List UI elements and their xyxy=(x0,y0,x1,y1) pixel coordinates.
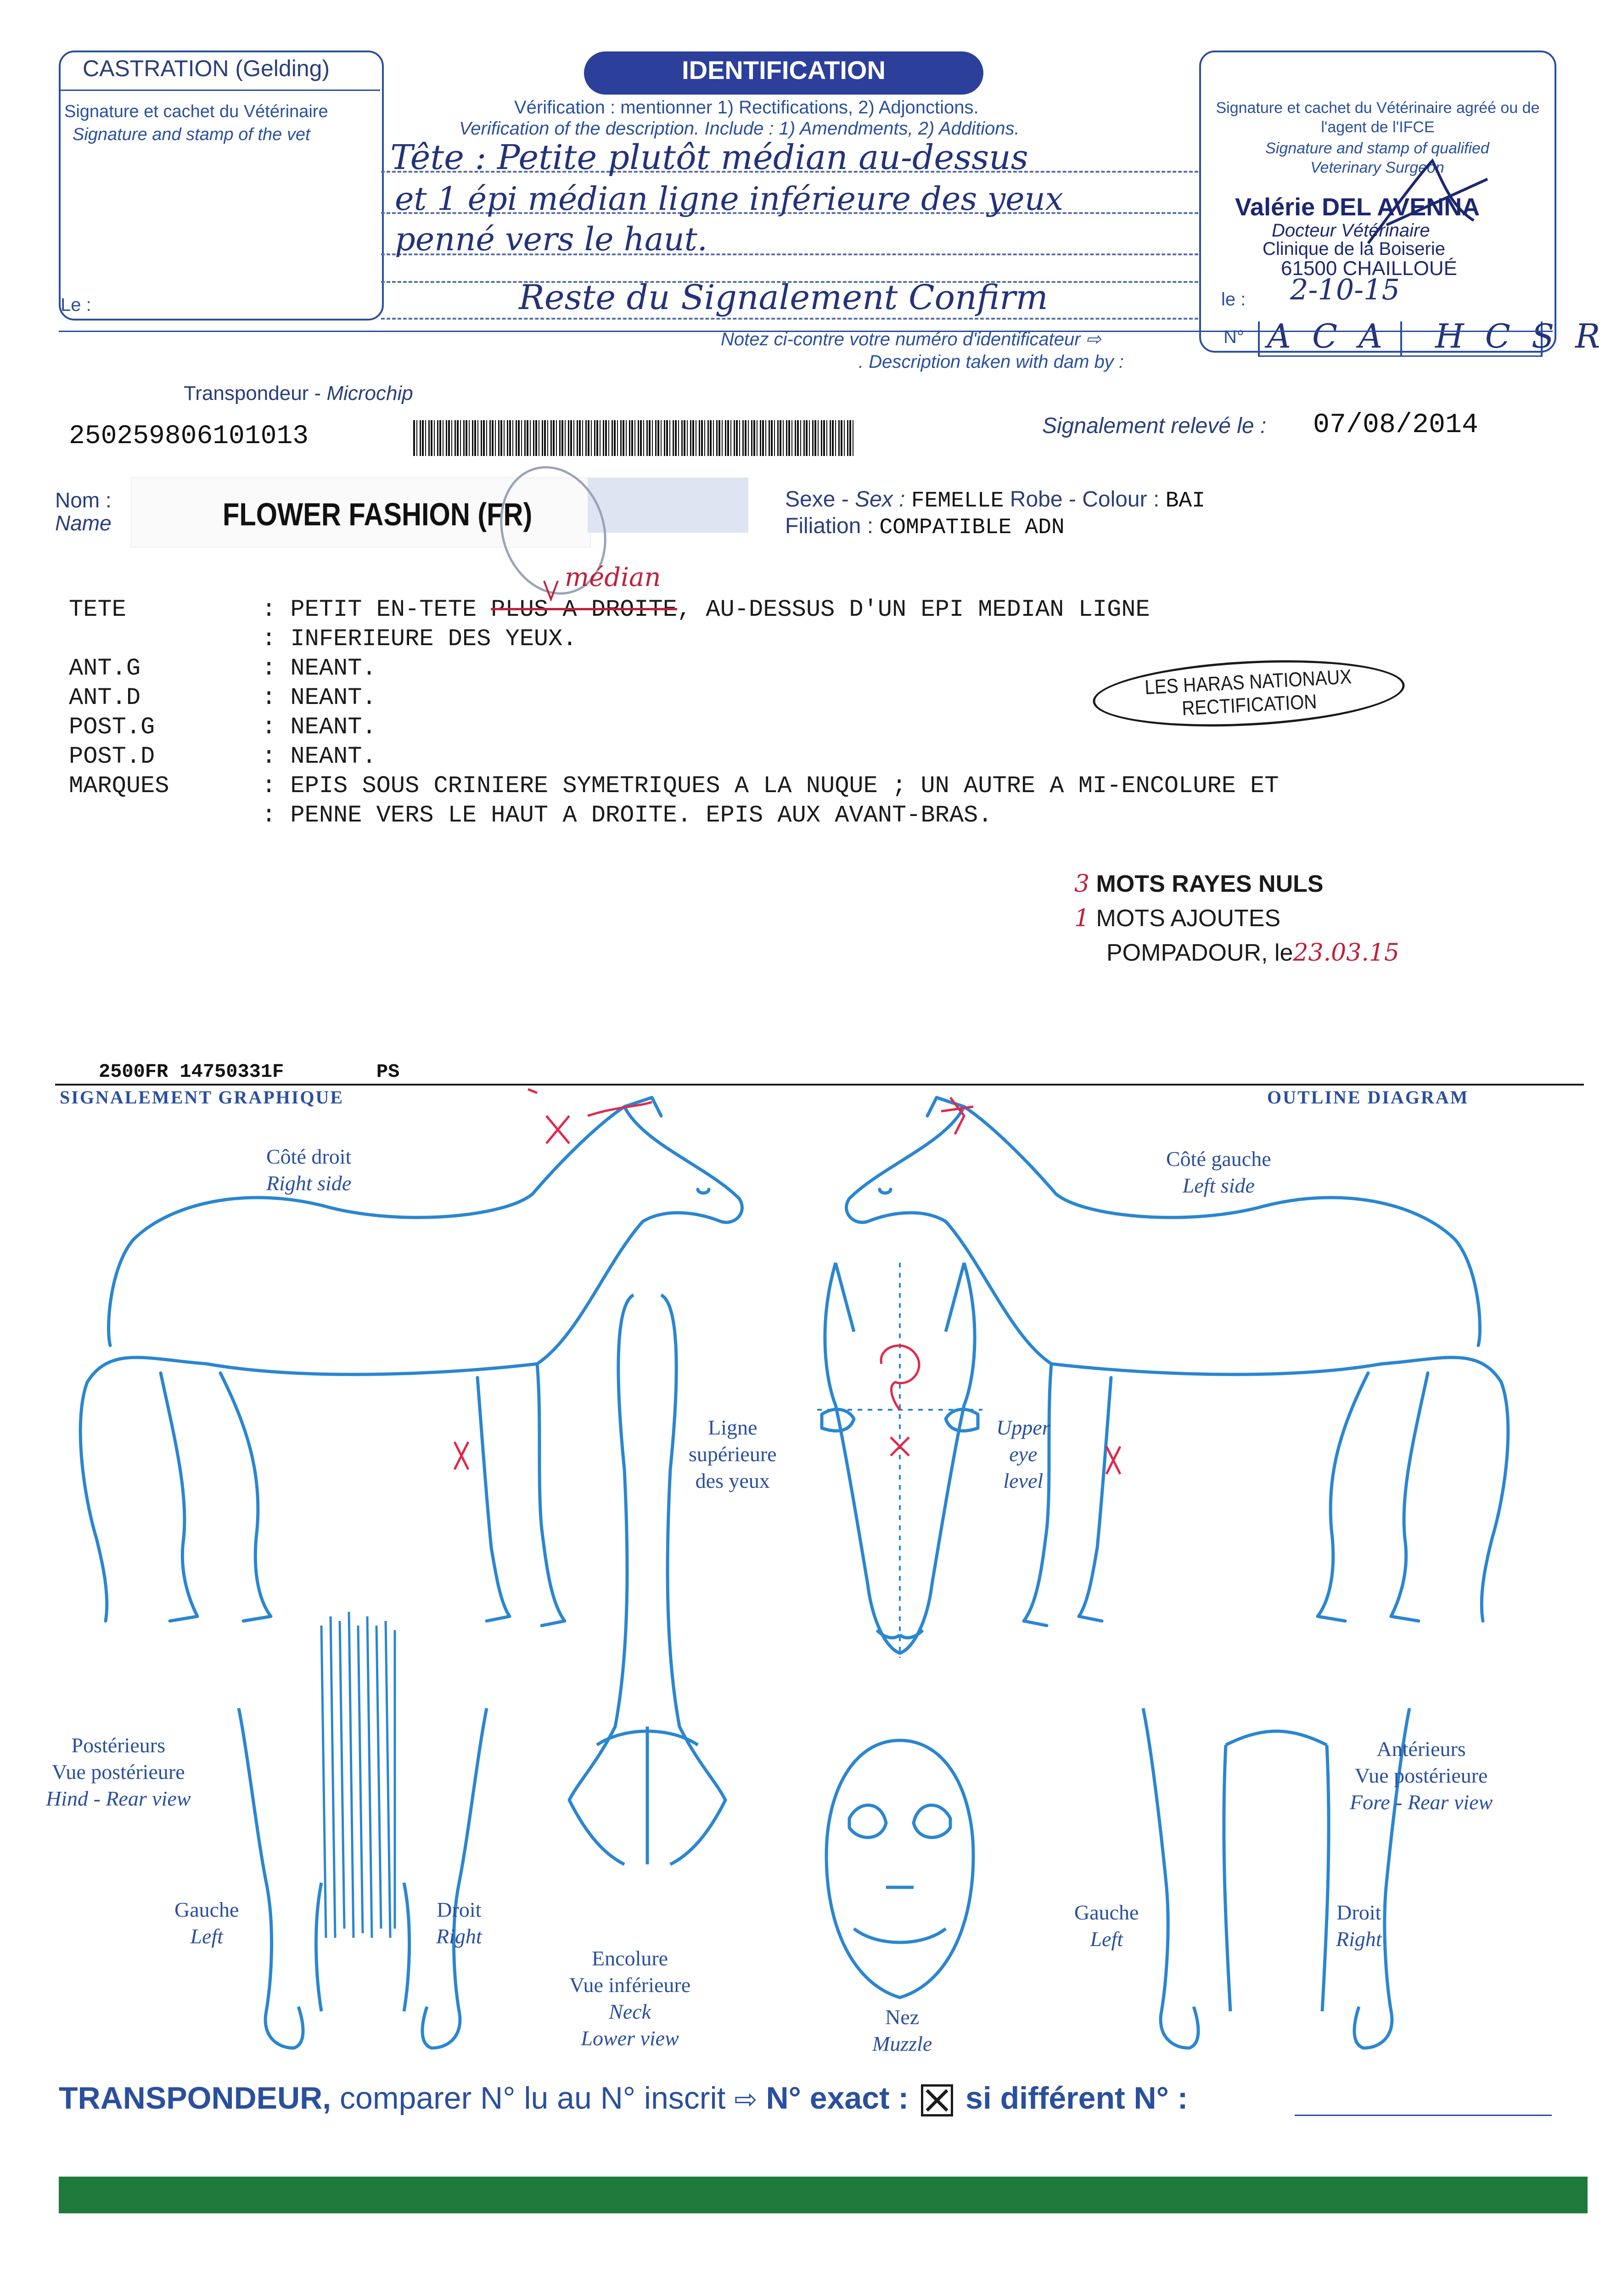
footer-green-bar xyxy=(59,2177,1588,2213)
stamp-city: 61500 CHAILLOUÉ xyxy=(1281,257,1457,280)
diagram-title-fr: SIGNALEMENT GRAPHIQUE xyxy=(60,1087,344,1108)
handwritten-line-3: penné vers le haut. xyxy=(395,220,708,258)
desc-row-marques: MARQUES : EPIS SOUS CRINIERE SYMETRIQUES A LA NUQUE ; UN AUTRE A MI-ENCOLURE ET xyxy=(69,772,1279,799)
checkbox-x-icon xyxy=(925,2088,949,2112)
castration-box xyxy=(59,51,384,321)
exact-checkbox[interactable] xyxy=(921,2084,953,2116)
desc-row: : PENNE VERS LE HAUT A DROITE. EPIS AUX AVANT-BRAS. xyxy=(262,802,993,829)
words-struck-line: 3 MOTS RAYES NULS xyxy=(1074,870,1324,898)
transponder-compare-line: TRANSPONDEUR, comparer N° lu au N° inscrit ⇨ N° exact : si différent N° : xyxy=(59,2080,1188,2116)
eye-line-fr-label: Ligne supérieure des yeux xyxy=(689,1416,777,1492)
hind-left-label: Gauche Left xyxy=(174,1898,239,1948)
right-side-label: Côté droit Right side xyxy=(266,1145,352,1195)
stamp-title: Docteur Vétérinaire xyxy=(1272,220,1430,241)
fore-view-label: Antérieurs Vue postérieure Fore - Rear view xyxy=(1350,1737,1493,1814)
barcode xyxy=(413,420,854,456)
desc-row-ant-d: ANT.D : NEANT. xyxy=(69,684,376,711)
fold-line xyxy=(55,1084,1584,1086)
agent-date-value: 2-10-15 xyxy=(1290,273,1400,306)
note-identifier-fr: Notez ci-contre votre numéro d'identificateur ⇨ xyxy=(721,329,1101,349)
identification-title: IDENTIFICATION xyxy=(682,56,886,84)
filiation-line: Filiation : COMPATIBLE ADN xyxy=(785,514,1065,540)
agent-sig-en: Signature and stamp of qualified Veterinary Surgeon xyxy=(1265,140,1489,176)
colour-value: BAI xyxy=(1165,489,1206,513)
desc-row-tete: TETE : PETIT EN-TETE PLUS A DROITE, AU-DESSUS D'UN EPI MEDIAN LIGNE xyxy=(69,596,1150,623)
hind-view-label: Postérieurs Vue postérieure Hind - Rear view xyxy=(46,1733,191,1810)
castration-divider xyxy=(61,90,380,91)
castration-title: CASTRATION (Gelding) xyxy=(83,56,330,81)
annotation-median: médian xyxy=(565,563,661,592)
handwritten-line-1: Tête : Petite plutôt médian au-dessus xyxy=(390,138,1028,177)
fore-left-label: Gauche Left xyxy=(1074,1901,1139,1951)
agent-no-value: ACA HCSR xyxy=(1267,317,1622,355)
diagram-ref-code: 2500FR 14750331F PS xyxy=(99,1061,400,1083)
sex-value: FEMELLE xyxy=(911,489,1004,513)
haras-stamp-line1: LES HARAS NATIONAUX xyxy=(1144,665,1353,699)
name-label-fr: Nom : xyxy=(55,488,112,512)
castration-sig-en: Signature and stamp of the vet xyxy=(73,125,310,144)
stamp-name: Valérie DEL AVENNA xyxy=(1235,193,1480,221)
dash-line xyxy=(381,318,1198,320)
neck-label: Encolure Vue inférieure Neck Lower view xyxy=(569,1947,691,2050)
desc-row-post-g: POST.G : NEANT. xyxy=(69,714,376,741)
different-number-field[interactable] xyxy=(1295,2115,1552,2116)
fore-right-label: Droit Right xyxy=(1336,1901,1382,1951)
note-identifier-en: . Description taken with dam by : xyxy=(859,352,1124,372)
desc-row: : INFERIEURE DES YEUX. xyxy=(262,625,577,653)
stamp-clinic: Clinique de la Boiserie xyxy=(1263,239,1446,259)
castration-sig-fr: Signature et cachet du Vétérinaire xyxy=(64,102,328,121)
agent-sig-fr: Signature et cachet du Vétérinaire agréé ou de l'agent de l'IFCE xyxy=(1216,99,1540,136)
horse-name: FLOWER FASHION (FR) xyxy=(223,496,533,532)
hind-legs-drawing xyxy=(230,1607,496,2066)
words-added-line: 1 MOTS AJOUTES xyxy=(1074,905,1281,932)
left-side-label: Côté gauche Left side xyxy=(1166,1147,1271,1197)
place-date-line: POMPADOUR, le23.03.15 xyxy=(1106,939,1399,967)
filiation-value: COMPATIBLE ADN xyxy=(879,515,1065,540)
haras-stamp-line2: RECTIFICATION xyxy=(1181,690,1318,720)
recorded-date: 07/08/2014 xyxy=(1313,410,1479,441)
recorded-label: Signalement relevé le : xyxy=(1042,414,1267,438)
sex-line: Sexe - Sex : FEMELLE Robe - Colour : BAI xyxy=(785,487,1206,513)
agent-date-label: le : xyxy=(1221,289,1246,310)
transponder-label: Transpondeur - Microchip xyxy=(184,382,413,405)
head-front-drawing xyxy=(808,1254,992,1667)
transponder-number: 250259806101013 xyxy=(69,422,309,451)
top-divider xyxy=(59,331,1553,332)
handwritten-line-2: et 1 épi médian ligne inférieure des yeux xyxy=(395,180,1064,218)
signature-scribble xyxy=(1359,152,1497,253)
hind-right-label: Droit Right xyxy=(436,1898,482,1948)
verification-en: Verification of the description. Include : 1) Amendments, 2) Additions. xyxy=(459,118,1020,139)
muzzle-label: Nez Muzzle xyxy=(872,2005,932,2055)
name-label-en: Name xyxy=(55,511,112,535)
agent-no-label: N° xyxy=(1224,327,1244,347)
diagram-title-en: OUTLINE DIAGRAM xyxy=(1267,1087,1469,1108)
struck-text: PLUS A DROITE xyxy=(491,596,677,623)
muzzle-drawing xyxy=(813,1736,987,2002)
haras-stamp xyxy=(1091,653,1406,733)
verification-fr: Vérification : mentionner 1) Rectifications, 2) Adjonctions. xyxy=(514,97,979,118)
neck-lower-drawing xyxy=(551,1286,744,1919)
eye-line-en-label: Upper eye level xyxy=(996,1416,1050,1492)
handwritten-line-4: Reste du Signalement Confirm xyxy=(519,278,1048,317)
castration-date-label: Le : xyxy=(61,295,91,315)
desc-row-ant-g: ANT.G : NEANT. xyxy=(69,655,376,682)
desc-row-post-d: POST.D : NEANT. xyxy=(69,743,376,770)
